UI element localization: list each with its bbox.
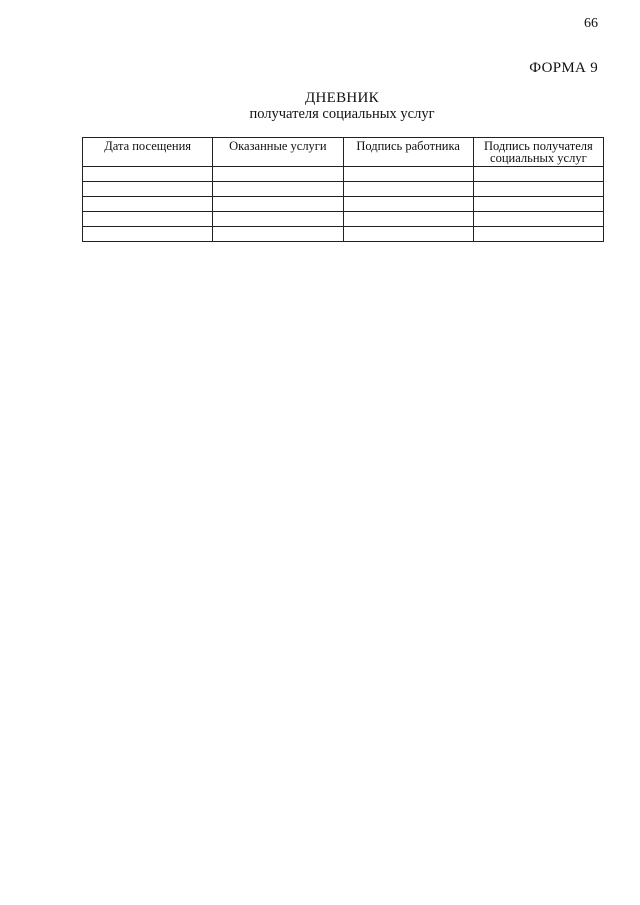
table-cell[interactable] [473,212,603,227]
table-cell[interactable] [343,197,473,212]
table-cell[interactable] [343,212,473,227]
table-cell[interactable] [83,212,213,227]
table-row [83,182,604,197]
document-subtitle: получателя социальных услуг [249,106,435,122]
table-row [83,212,604,227]
header-services-provided: Оказанные услуги [213,138,343,167]
table-body [83,167,604,242]
table-cell[interactable] [83,167,213,182]
page-number: 66 [584,16,598,31]
table-cell[interactable] [473,197,603,212]
table-cell[interactable] [83,197,213,212]
document-heading [0,90,640,122]
table-cell[interactable] [213,212,343,227]
header-worker-signature: Подпись работника [343,138,473,167]
form-label: ФОРМА 9 [529,60,598,76]
table-cell[interactable] [213,167,343,182]
table-cell[interactable] [343,182,473,197]
table-cell[interactable] [343,167,473,182]
table-row [83,197,604,212]
table-cell[interactable] [213,197,343,212]
header-visit-date: Дата посещения [83,138,213,167]
table-cell[interactable] [213,227,343,242]
diary-table [82,137,604,242]
table-cell[interactable] [473,182,603,197]
table-cell[interactable] [213,182,343,197]
document-title: ДНЕВНИК [304,90,379,106]
table-row [83,227,604,242]
table-cell[interactable] [83,182,213,197]
table-header-row [83,138,604,167]
table-cell[interactable] [473,227,603,242]
table-cell[interactable] [343,227,473,242]
table-cell[interactable] [473,167,603,182]
header-recipient-signature: Подпись получателя социальных услуг [473,138,603,167]
table-row [83,167,604,182]
table-cell[interactable] [83,227,213,242]
